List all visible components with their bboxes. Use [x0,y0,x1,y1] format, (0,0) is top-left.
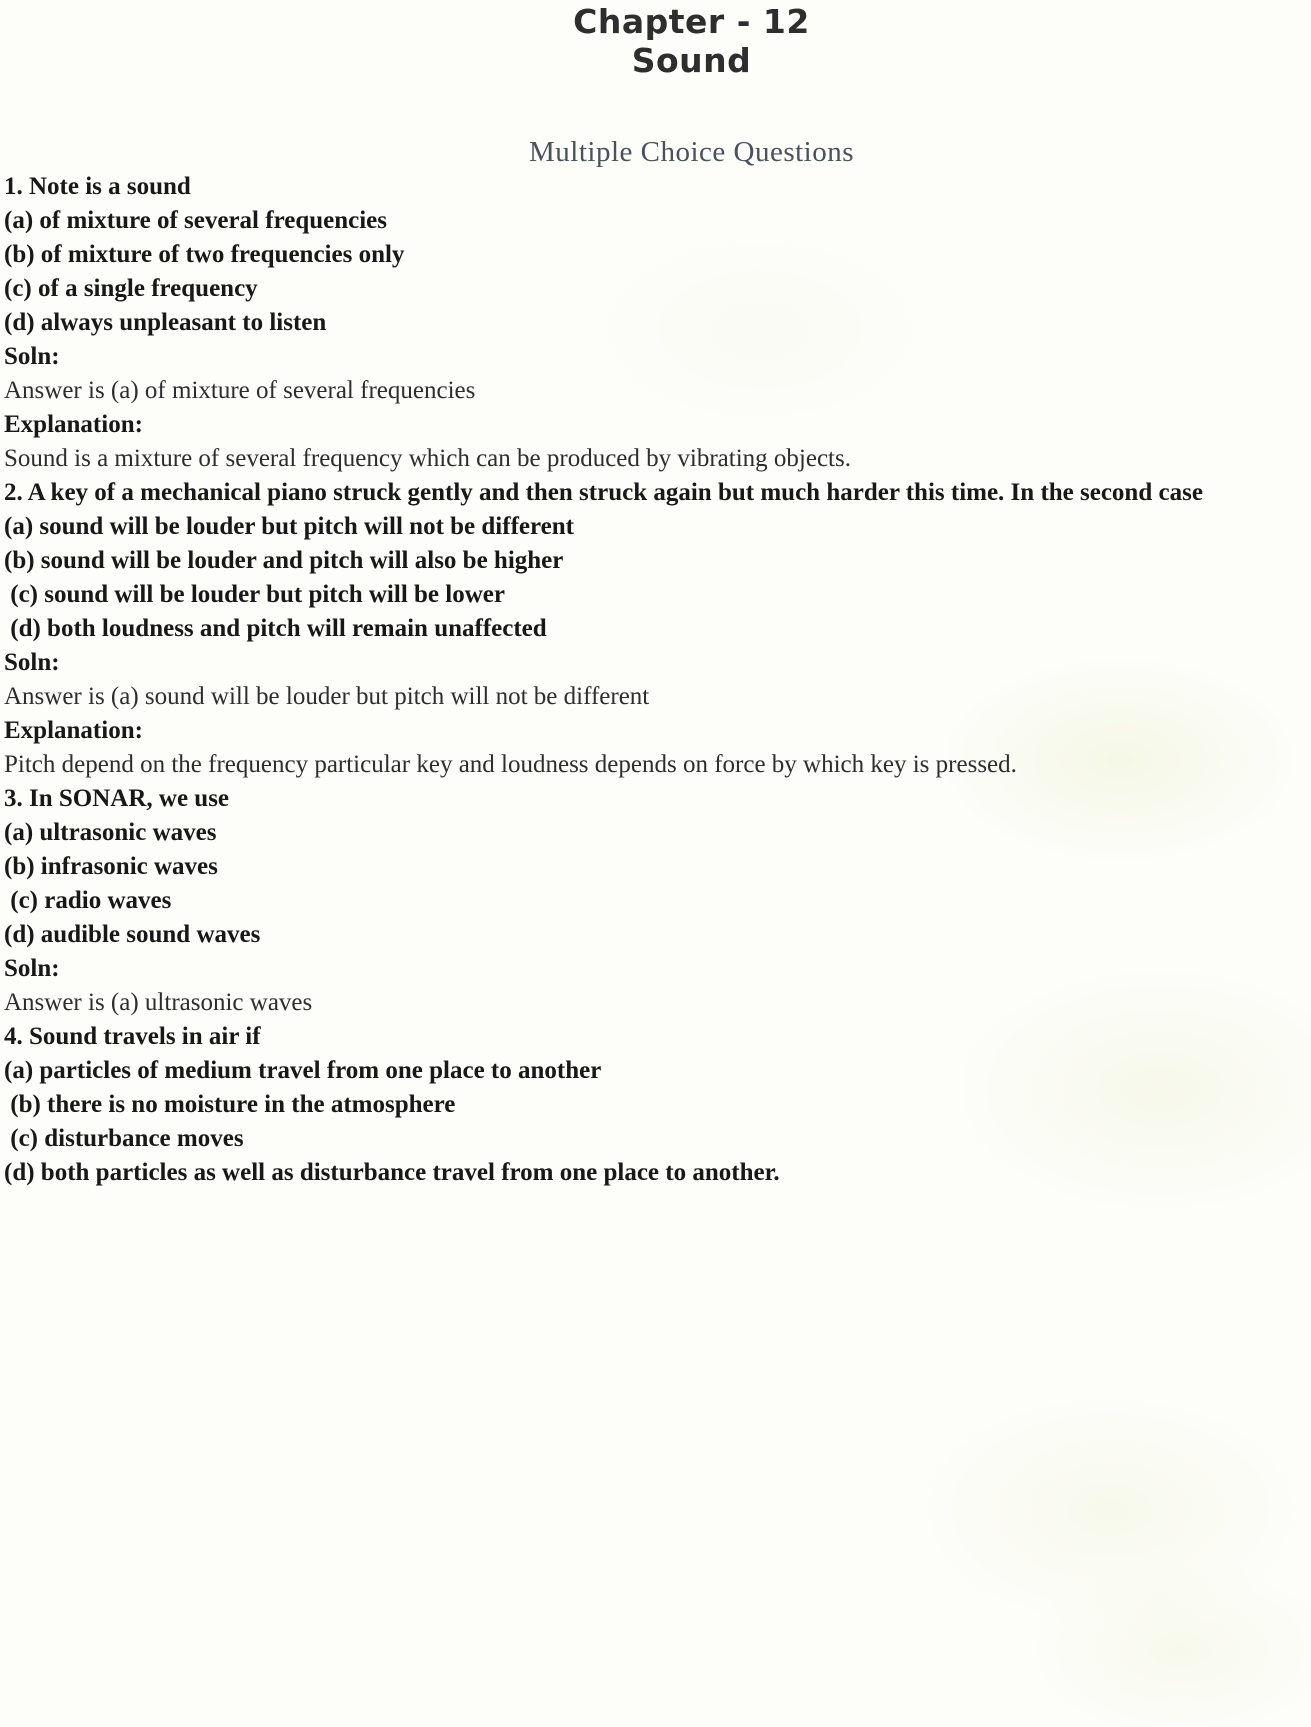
question-3-option-c: (c) radio waves [4,887,172,914]
question-3-option-a: (a) ultrasonic waves [4,819,217,846]
question-2-option-d: (d) both loudness and pitch will remain unaffected [4,615,547,642]
question-2-text: 2. A key of a mechanical piano struck gently and then struck again but much harder this time. In the second case [4,479,1203,506]
question-2-option-b: (b) sound will be louder and pitch will also be higher [4,547,564,574]
question-3-option-d: (d) audible sound waves [4,921,261,948]
question-4-option-c: (c) disturbance moves [4,1125,244,1152]
question-1-answer: Answer is (a) of mixture of several frequencies [4,377,476,404]
question-4-option-a: (a) particles of medium travel from one place to another [4,1057,602,1084]
question-1-option-d: (d) always unpleasant to listen [4,309,327,336]
chapter-subject-title: Sound [631,41,752,80]
question-4-option-b: (b) there is no moisture in the atmosphere [4,1091,456,1118]
question-2-soln-label: Soln: [4,649,60,676]
question-4-option-d: (d) both particles as well as disturbance travel from one place to another. [4,1159,780,1186]
question-3-soln-label: Soln: [4,955,60,982]
question-3-option-b: (b) infrasonic waves [4,853,218,880]
document-header [4,2,1305,170]
question-2-answer: Answer is (a) sound will be louder but pitch will not be different [4,683,650,710]
question-4-text: 4. Sound travels in air if [4,1023,261,1050]
question-1-explanation: Sound is a mixture of several frequency which can be produced by vibrating objects. [4,445,851,472]
questions-content [4,170,1305,1190]
question-2-explanation-label: Explanation: [4,717,143,744]
question-3-answer: Answer is (a) ultrasonic waves [4,989,313,1016]
chapter-title: Chapter - 12 [573,2,810,41]
question-2-explanation: Pitch depend on the frequency particular key and loudness depends on force by which key is pressed. [4,751,1017,778]
question-2-option-a: (a) sound will be louder but pitch will not be different [4,513,574,540]
question-1-option-a: (a) of mixture of several frequencies [4,207,387,234]
question-1-option-c: (c) of a single frequency [4,275,258,302]
question-2-option-c: (c) sound will be louder but pitch will be lower [4,581,505,608]
question-1-explanation-label: Explanation: [4,411,143,438]
question-1-text: 1. Note is a sound [4,173,191,200]
question-3-text: 3. In SONAR, we use [4,785,230,812]
section-heading: Multiple Choice Questions [528,136,855,168]
question-1-soln-label: Soln: [4,343,60,370]
question-1-option-b: (b) of mixture of two frequencies only [4,241,405,268]
